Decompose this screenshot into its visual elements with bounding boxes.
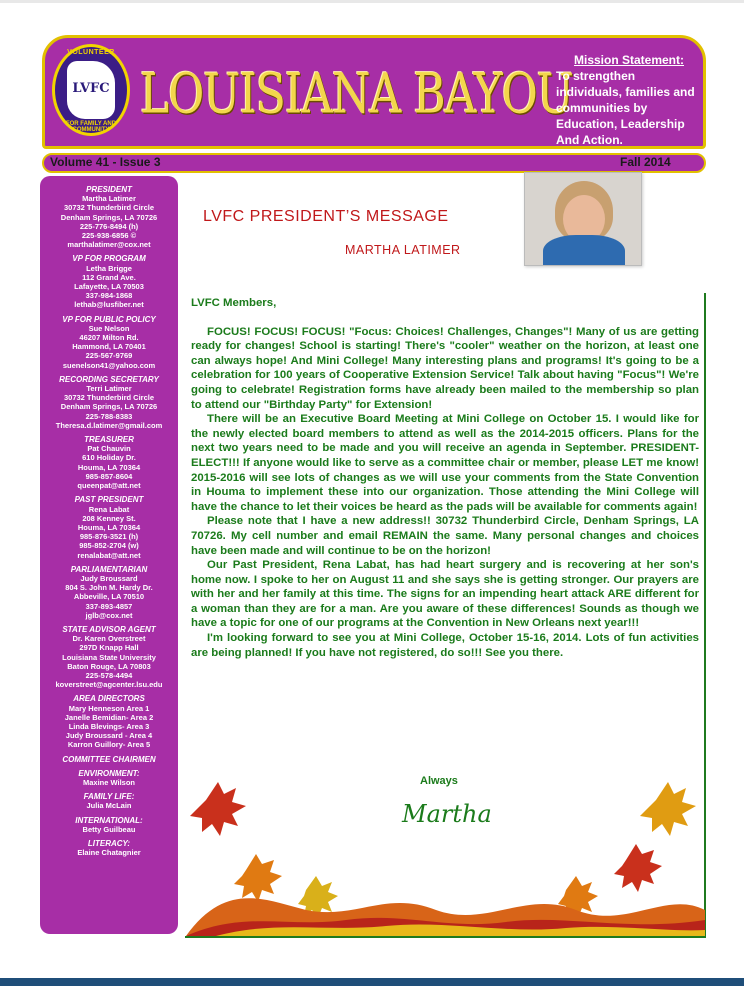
sidebar-line: 30732 Thunderbird Circle [63,203,155,213]
sidebar-line: 225-578-4494 [85,670,133,680]
sidebar-line: Houma, LA 70364 [77,462,141,472]
sidebar-line: Pat Chauvin [87,444,131,454]
mission-title: Mission Statement: [573,53,684,67]
article-body [191,296,699,660]
sidebar-line: Martha Latimer [82,194,136,204]
sidebar-line: 297D Knapp Hall [79,643,139,653]
sidebar-heading: PAST PRESIDENT [74,495,144,505]
sidebar-heading: COMMITTEE CHAIRMEN [62,754,156,764]
sidebar-line: queenpat@att.net [77,481,141,491]
paragraph-3: Please note that I have a new address!! 30732 Thunderbird Circle, Denham Springs, LA 70726. My cell number and email REMAIN the same. Many personal changes and choices have been made and will continue to be on the horizon! [191,515,699,557]
sidebar-heading: PRESIDENT [86,185,132,194]
sidebar-heading: ENVIRONMENT: [78,768,140,778]
sidebar-line: Abbeville, LA 70510 [73,592,145,602]
sidebar-heading: INTERNATIONAL: [75,815,143,825]
sidebar-line: Rena Labat [88,504,130,514]
sidebar-line: Dr. Karen Overstreet [72,634,146,644]
sidebar-line: 985-852-2704 (w) [79,541,139,551]
sidebar-line: Elaine Chatagnier [77,848,141,858]
sidebar-line: Louisiana State University [62,652,156,662]
sidebar-line: 30732 Thunderbird Circle [63,393,155,403]
sidebar-line: suenelson41@yahoo.com [62,360,156,370]
sidebar-line: Houma, LA 70364 [77,522,141,532]
sidebar-line: 337-893-4857 [85,601,133,611]
sidebar-line: Judy Broussard - Area 4 [65,731,153,741]
sidebar-heading: LITERACY: [87,839,131,848]
logo-bottom-text: FOR FAMILY AND COMMUNITY [65,121,117,133]
sidebar-line: Karron Guillory- Area 5 [67,740,151,750]
sidebar-line: Linda Blevings- Area 3 [68,721,150,731]
paragraph-4: Our Past President, Rena Labat, has had heart surgery and is recovering at her son's home now. I spoke to her on August 11 and she says she is getting stronger. Our prayers are with her and her family at this time. The signs for an impending heart attack ARE different for a woman than they are for a man. Are you aware of these differences! Sounds as though we have a topic for one of our programs at the Convention in New Orleans next year!!! [191,559,699,630]
sidebar-line: koverstreet@agcenter.lsu.edu [55,680,163,690]
sidebar-line: Baton Rouge, LA 70803 [67,661,151,671]
sidebar-line: Sue Nelson [88,323,130,333]
closing-text: Always [420,775,458,787]
mission-statement [556,52,702,148]
sidebar-heading: VP FOR PROGRAM [72,254,146,264]
sidebar-line: Betty Guilbeau [82,824,136,834]
sidebar-line: 225-938-6856 © [81,231,137,241]
sidebar-heading: TREASURER [84,435,134,445]
sidebar-line: 610 Holiday Dr. [82,453,136,463]
sidebar-line: lethab@lusfiber.net [74,300,144,310]
signature: Martha [402,800,492,828]
sidebar-heading: FAMILY LIFE: [83,792,135,802]
sidebar-line: Janelle Bemidian- Area 2 [64,712,154,722]
sidebar-line: 208 Kenney St. [82,513,136,523]
sidebar-line: Terri Latimer [86,384,132,394]
sidebar-heading: AREA DIRECTORS [73,694,145,704]
photo-body [543,235,625,266]
sidebar-line: 225-788-8383 [85,411,133,421]
sidebar-line: 46207 Milton Rd. [79,333,139,343]
officer-list [40,180,178,857]
sidebar-line: 225-776-8494 (h) [79,221,139,231]
sidebar-line: 804 S. John M. Hardy Dr. [65,583,153,593]
logo-main-text: LVFC [72,81,110,96]
season-label: Fall 2014 [620,155,671,169]
sidebar-line: Julia McLain [86,801,132,811]
salutation: LVFC Members, [191,297,277,309]
sidebar-line: Mary Henneson Area 1 [68,703,150,713]
lvfc-logo [52,44,130,136]
sidebar-line: Hammond, LA 70401 [72,342,146,352]
sidebar-line: Lafayette, LA 70503 [74,282,144,292]
sidebar-line: Denham Springs, LA 70726 [60,402,158,412]
mission-text: To strengthen individuals, families and communities by Education, Leadership And Action. [556,69,695,147]
article-title: LVFC PRESIDENT’S MESSAGE [203,208,449,225]
sidebar-line: Judy Broussard [80,573,138,583]
sidebar-line: jglb@cox.net [85,610,133,620]
volume-issue: Volume 41 - Issue 3 [50,155,161,169]
sidebar-line: 985-857-8604 [85,471,133,481]
masthead-title: LOUISIANA BAYOU [140,62,573,127]
sidebar-heading: PARLIAMENTARIAN [70,564,148,574]
sidebar-line: 225-567-9769 [85,351,133,361]
sidebar-heading: RECORDING SECRETARY [59,374,159,384]
sidebar-line: Denham Springs, LA 70726 [60,212,158,222]
sidebar-line: 985-876-3521 (h) [79,532,139,542]
paragraph-5: I'm looking forward to see you at Mini College, October 15-16, 2014. Lots of fun activities are being planned! If you have not registered, do so!!! See you there. [191,632,699,659]
sidebar-line: 337-984-1868 [85,291,133,301]
sidebar-line: Maxine Wilson [82,777,136,787]
author-photo [524,172,642,266]
top-border [0,0,744,3]
paragraph-1: FOCUS! FOCUS! FOCUS! "Focus: Choices! Challenges, Changes"! Many of us are getting ready for changes! School is starting! There's "cooler" weather on the horizon, at least one can always hope! And Mini College! Many interesting plans and programs! It's going to be a celebration for 100 years of Cooperative Extension Service! Talk about having "Focus"! We're going to celebrate! Registration forms have already been mailed to the membership so plan to attend our "Birthday Party" for Extension! [191,325,699,411]
sidebar-line: Letha Brigge [86,263,132,273]
logo-top-text: VOLUNTEER [67,49,115,56]
officer-sidebar [40,176,178,934]
paragraph-2: There will be an Executive Board Meeting at Mini College on October 15. I would like for the newly elected board members to attend as well as the 2014-2015 officers. Plans for the next two years need to be made and you will receive an agenda in September. PRESIDENT-ELECT!!! If anyone would like to serve as a committee chair or member, please LET me know! 2015-2016 will see lots of changes as we will use your comments from the State Convention in Houma to implement these into our organization. Those attending the Mini College will have the chance to let their voices be heard as the pads will be available for comments again! [191,413,699,513]
sidebar-line: marthalatimer@cox.net [67,240,151,250]
bottom-border [0,978,744,986]
sidebar-heading: VP FOR PUBLIC POLICY [62,314,156,324]
sidebar-line: 112 Grand Ave. [82,272,136,282]
sidebar-heading: STATE ADVISOR AGENT [62,624,156,634]
sidebar-line: renalabat@att.net [77,550,141,560]
sidebar-line: Theresa.d.latimer@gmail.com [55,420,163,430]
article-author: MARTHA LATIMER [345,243,461,257]
